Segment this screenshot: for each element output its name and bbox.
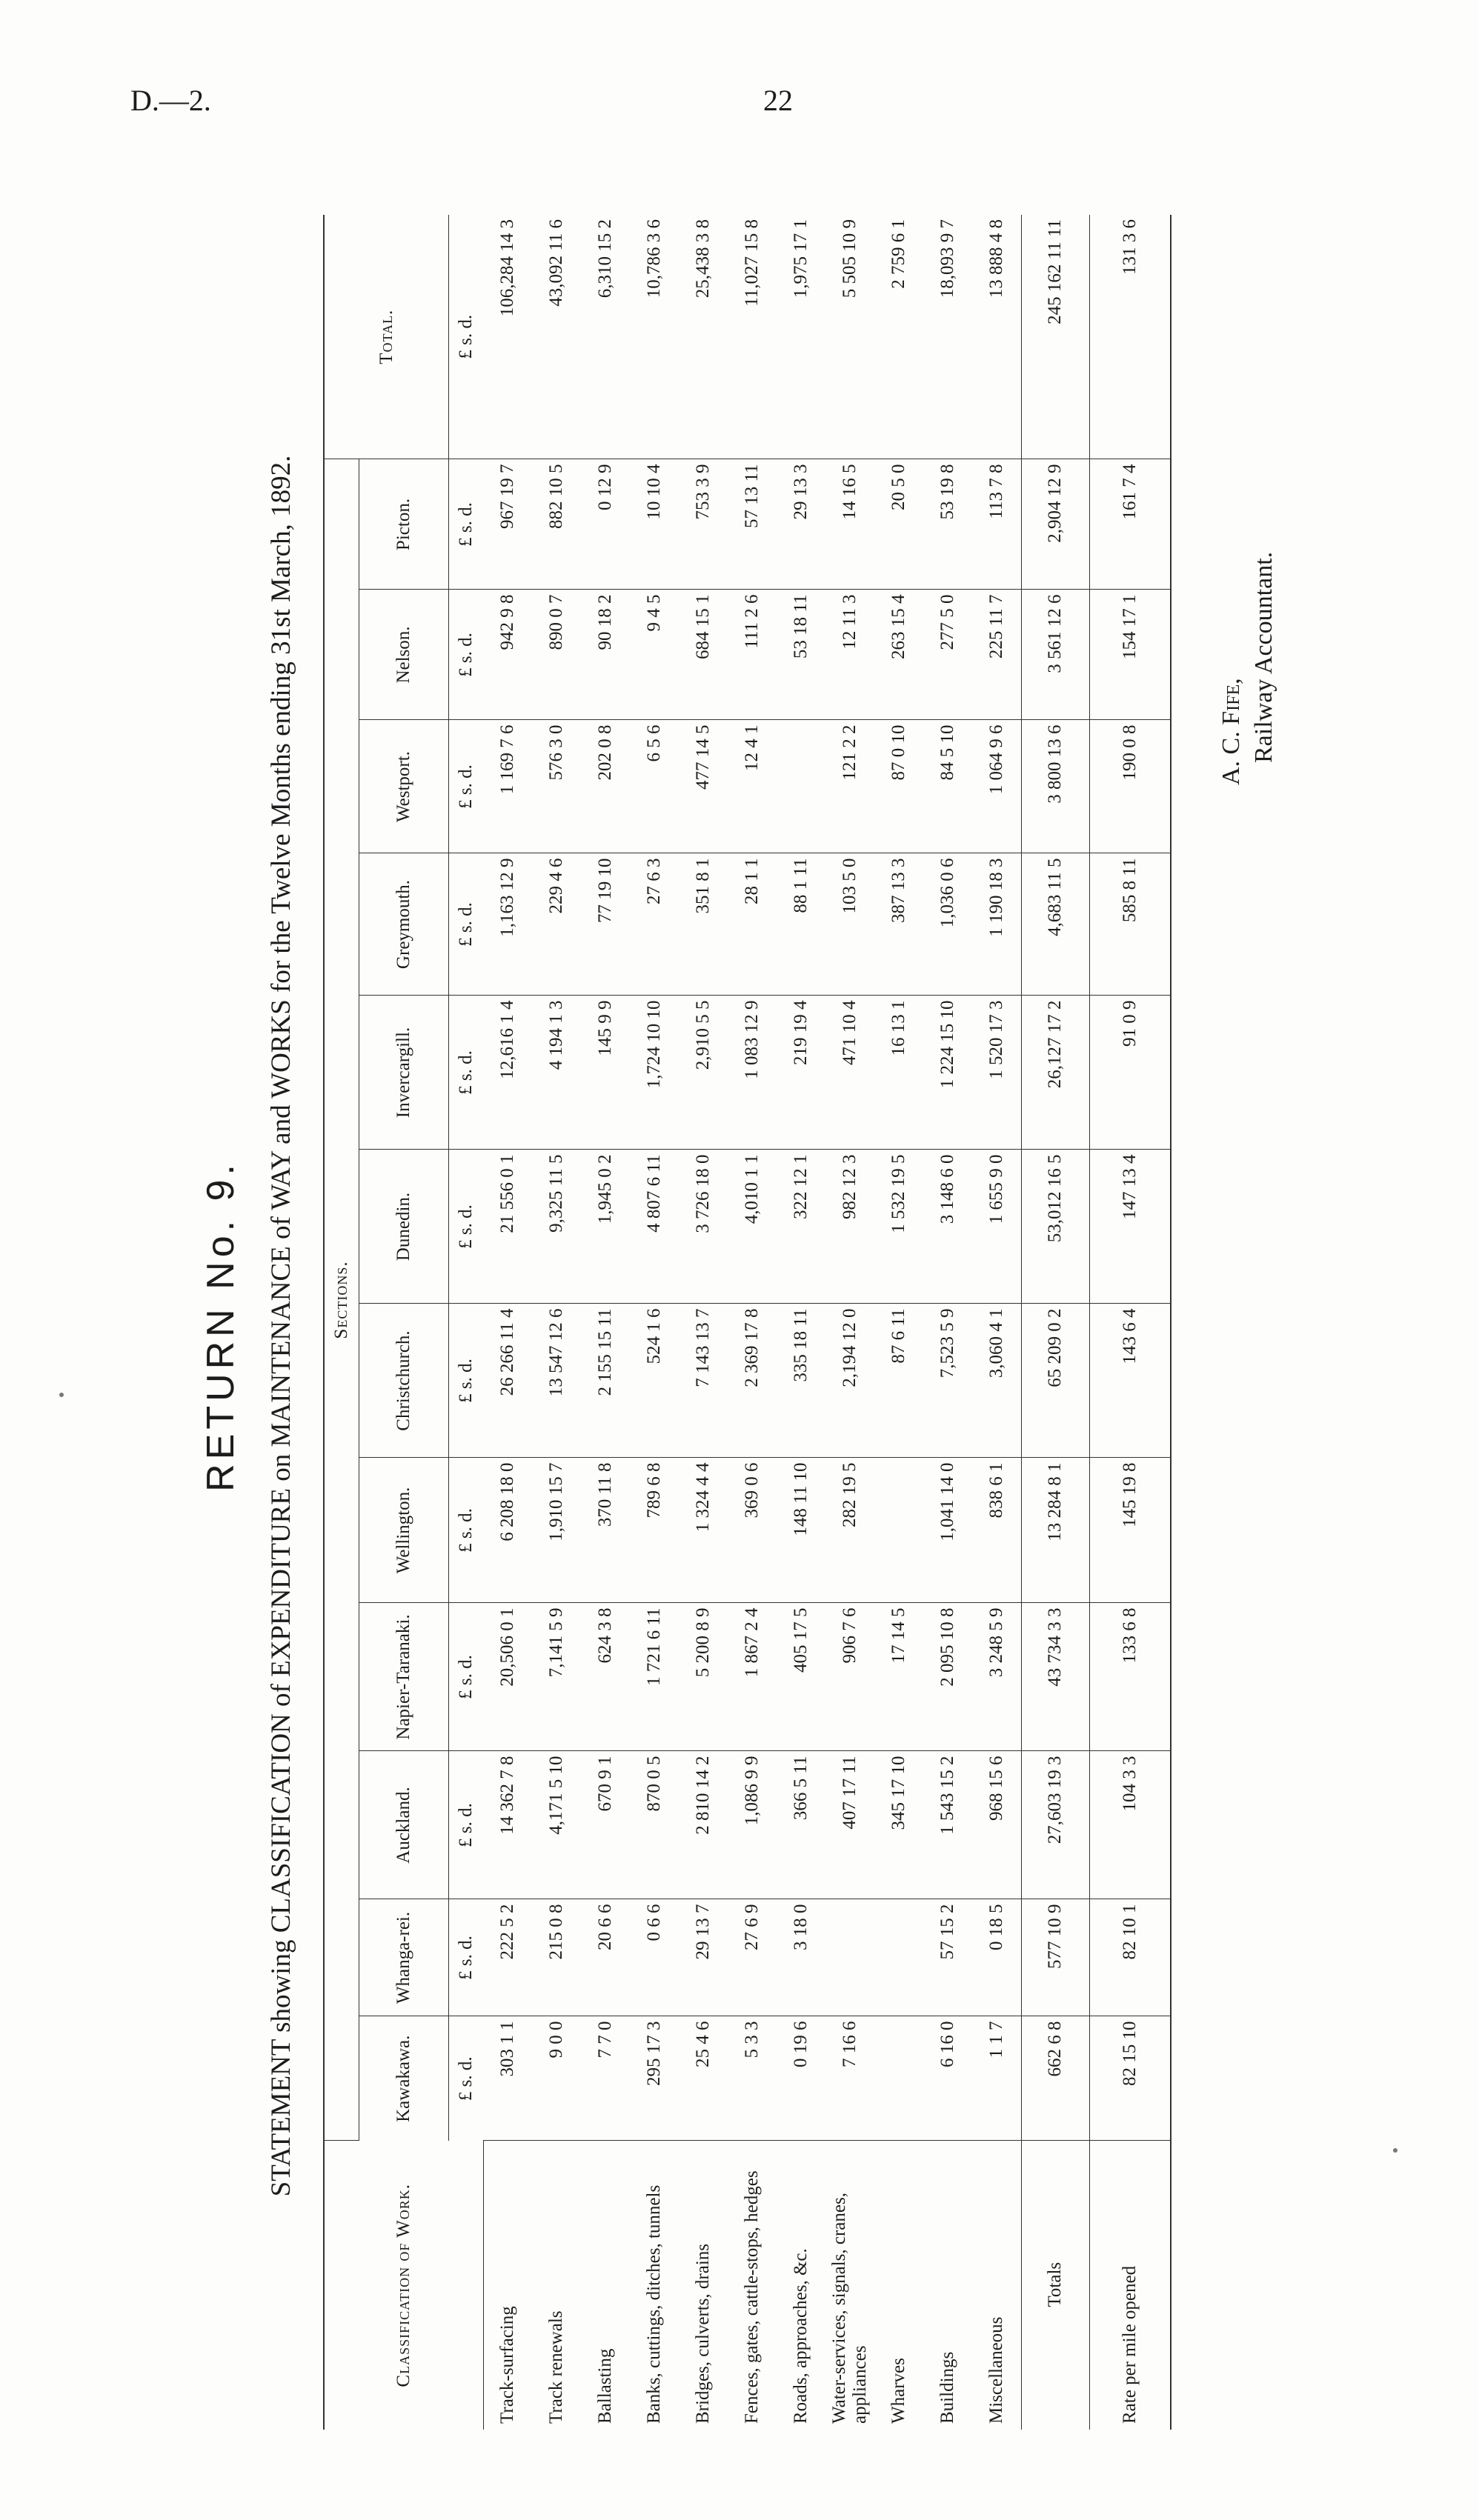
- value-cell: 133 6 8: [1089, 1603, 1171, 1751]
- total-cell: 131 3 6: [1089, 215, 1171, 459]
- table-body: [483, 215, 1171, 2430]
- table-row: [777, 215, 825, 2430]
- value-cell: 1,163 12 9: [483, 853, 532, 996]
- value-cell: 2 095 10 8: [923, 1603, 972, 1751]
- value-cell: 968 15 6: [972, 1751, 1021, 1899]
- value-cell: 1 867 2 4: [728, 1603, 777, 1751]
- row-label: Fences, gates, cattle-stops, hedges: [742, 2170, 762, 2424]
- unit-header: £ s. d.: [449, 215, 484, 459]
- value-cell: 12 4 1: [728, 720, 777, 853]
- sections-header: Sections.: [324, 459, 359, 2141]
- total-cell: 2 759 6 1: [874, 215, 923, 459]
- value-cell: 7 16 6: [825, 2016, 874, 2141]
- value-cell: 524 1 6: [630, 1304, 679, 1458]
- value-cell: 9 4 5: [630, 590, 679, 720]
- value-cell: 335 18 11: [777, 1304, 825, 1458]
- value-cell: 662 6 8: [1021, 2016, 1089, 2141]
- section-header: Kawakawa.: [359, 2016, 449, 2141]
- scan-speck: [1393, 2148, 1397, 2153]
- table-row: [483, 215, 532, 2430]
- unit-header: £ s. d.: [449, 590, 484, 720]
- value-cell: 1 190 18 3: [972, 853, 1021, 996]
- value-cell: 322 12 1: [777, 1150, 825, 1304]
- value-cell: 7,141 5 9: [532, 1603, 581, 1751]
- value-cell: 387 13 3: [874, 853, 923, 996]
- value-cell: 143 6 4: [1089, 1304, 1171, 1458]
- expenditure-table: [323, 215, 1171, 2430]
- value-cell: 1 532 19 5: [874, 1150, 923, 1304]
- return-title: RETURN No. 9.: [199, 1160, 242, 1492]
- value-cell: 967 19 7: [483, 459, 532, 590]
- signature-name: A. C. Fife,: [1217, 678, 1245, 785]
- table-row: [679, 215, 728, 2430]
- value-cell: 1 224 15 10: [923, 996, 972, 1150]
- value-cell: 471 10 4: [825, 996, 874, 1150]
- value-cell: 20 6 6: [581, 1899, 630, 2016]
- value-cell: 161 7 4: [1089, 459, 1171, 590]
- value-cell: 121 2 2: [825, 720, 874, 853]
- value-cell: 84 5 10: [923, 720, 972, 853]
- total-cell: 1,975 17 1: [777, 215, 825, 459]
- unit-header: £ s. d.: [449, 996, 484, 1150]
- unit-header: £ s. d.: [449, 1603, 484, 1751]
- unit-header: £ s. d.: [449, 1458, 484, 1603]
- value-cell: 405 17 5: [777, 1603, 825, 1751]
- value-cell: 1 169 7 6: [483, 720, 532, 853]
- table-row: [581, 215, 630, 2430]
- value-cell: 90 18 2: [581, 590, 630, 720]
- classification-header: Classification of Work.: [324, 2141, 483, 2430]
- value-cell: 4,683 11 5: [1021, 853, 1089, 996]
- value-cell: 870 0 5: [630, 1751, 679, 1899]
- value-cell: 1 324 4 4: [679, 1458, 728, 1603]
- value-cell: 77 19 10: [581, 853, 630, 996]
- value-cell: 215 0 8: [532, 1899, 581, 2016]
- value-cell: 277 5 0: [923, 590, 972, 720]
- value-cell: 7,523 5 9: [923, 1304, 972, 1458]
- table-row: [923, 215, 972, 2430]
- value-cell: 6 16 0: [923, 2016, 972, 2141]
- value-cell: 3 726 18 0: [679, 1150, 728, 1304]
- value-cell: 1 083 12 9: [728, 996, 777, 1150]
- section-header: Picton.: [359, 459, 449, 590]
- value-cell: 1,041 14 0: [923, 1458, 972, 1603]
- value-cell: 624 3 8: [581, 1603, 630, 1751]
- table-row: [825, 215, 874, 2430]
- value-cell: 1 520 17 3: [972, 996, 1021, 1150]
- row-label: Track-surfacing: [497, 2306, 518, 2424]
- value-cell: 4 807 6 11: [630, 1150, 679, 1304]
- value-cell: 295 17 3: [630, 2016, 679, 2141]
- value-cell: 9 0 0: [532, 2016, 581, 2141]
- statement-subtitle: STATEMENT showing CLASSIFICATION of EXPENDITURE on MAINTENANCE of WAY and WORKS for the Twelve Months ending 31st March, 1892.: [266, 455, 296, 2197]
- row-label: Miscellaneous: [986, 2316, 1006, 2424]
- value-cell: 1,945 0 2: [581, 1150, 630, 1304]
- value-cell: 1 1 7: [972, 2016, 1021, 2141]
- value-cell: 13 284 8 1: [1021, 1458, 1089, 1603]
- value-cell: 57 13 11: [728, 459, 777, 590]
- table-row: [630, 215, 679, 2430]
- value-cell: 148 11 10: [777, 1458, 825, 1603]
- value-cell: 57 15 2: [923, 1899, 972, 2016]
- value-cell: 263 15 4: [874, 590, 923, 720]
- value-cell: 43 734 3 3: [1021, 1603, 1089, 1751]
- total-cell: 245 162 11 11: [1021, 215, 1089, 459]
- value-cell: 4 194 1 3: [532, 996, 581, 1150]
- value-cell: 27 6 9: [728, 1899, 777, 2016]
- section-header: Dunedin.: [359, 1150, 449, 1304]
- value-cell: 4,171 5 10: [532, 1751, 581, 1899]
- value-cell: 1,036 0 6: [923, 853, 972, 996]
- value-cell: 2,904 12 9: [1021, 459, 1089, 590]
- value-cell: 145 19 8: [1089, 1458, 1171, 1603]
- value-cell: 229 4 6: [532, 853, 581, 996]
- value-cell: 0 19 6: [777, 2016, 825, 2141]
- value-cell: 2 810 14 2: [679, 1751, 728, 1899]
- value-cell: [825, 1899, 874, 2016]
- value-cell: [874, 2016, 923, 2141]
- value-cell: 111 2 6: [728, 590, 777, 720]
- total-cell: 5 505 10 9: [825, 215, 874, 459]
- value-cell: 838 6 1: [972, 1458, 1021, 1603]
- section-header: Nelson.: [359, 590, 449, 720]
- signature-title: Railway Accountant.: [1250, 551, 1277, 763]
- value-cell: 28 1 1: [728, 853, 777, 996]
- value-cell: 366 5 11: [777, 1751, 825, 1899]
- rotated-return-sheet: [178, 178, 1378, 2474]
- value-cell: 882 10 5: [532, 459, 581, 590]
- value-cell: 1 064 9 6: [972, 720, 1021, 853]
- value-cell: 219 19 4: [777, 996, 825, 1150]
- value-cell: 351 8 1: [679, 853, 728, 996]
- value-cell: 684 15 1: [679, 590, 728, 720]
- value-cell: 26 266 11 4: [483, 1304, 532, 1458]
- value-cell: 14 16 5: [825, 459, 874, 590]
- value-cell: 87 0 10: [874, 720, 923, 853]
- value-cell: 2,910 5 5: [679, 996, 728, 1150]
- value-cell: 890 0 7: [532, 590, 581, 720]
- value-cell: 789 6 8: [630, 1458, 679, 1603]
- value-cell: 104 3 3: [1089, 1751, 1171, 1899]
- section-header: Whanga-rei.: [359, 1899, 449, 2016]
- value-cell: 53,012 16 5: [1021, 1150, 1089, 1304]
- value-cell: 27,603 19 3: [1021, 1751, 1089, 1899]
- unit-header: £ s. d.: [449, 1751, 484, 1899]
- value-cell: 12,616 1 4: [483, 996, 532, 1150]
- value-cell: 6 5 6: [630, 720, 679, 853]
- value-cell: 906 7 6: [825, 1603, 874, 1751]
- total-cell: 43,092 11 6: [532, 215, 581, 459]
- value-cell: 1 543 15 2: [923, 1751, 972, 1899]
- value-cell: [777, 720, 825, 853]
- value-cell: 303 1 1: [483, 2016, 532, 2141]
- value-cell: 3 148 6 0: [923, 1150, 972, 1304]
- value-cell: 65 209 0 2: [1021, 1304, 1089, 1458]
- value-cell: 3 18 0: [777, 1899, 825, 2016]
- unit-header: £ s. d.: [449, 853, 484, 996]
- value-cell: 12 11 3: [825, 590, 874, 720]
- value-cell: 26,127 17 2: [1021, 996, 1089, 1150]
- value-cell: 3 800 13 6: [1021, 720, 1089, 853]
- section-header: Wellington.: [359, 1458, 449, 1603]
- value-cell: 14 362 7 8: [483, 1751, 532, 1899]
- value-cell: 4,010 1 1: [728, 1150, 777, 1304]
- value-cell: 345 17 10: [874, 1751, 923, 1899]
- section-header: Christchurch.: [359, 1304, 449, 1458]
- value-cell: 1 721 6 11: [630, 1603, 679, 1751]
- value-cell: 585 8 11: [1089, 853, 1171, 996]
- value-cell: 20,506 0 1: [483, 1603, 532, 1751]
- unit-header: £ s. d.: [449, 1150, 484, 1304]
- rate-row: [1089, 215, 1171, 2430]
- table-row: [874, 215, 923, 2430]
- value-cell: 53 19 8: [923, 459, 972, 590]
- row-label: Bridges, culverts, drains: [693, 2243, 713, 2424]
- value-cell: [874, 1899, 923, 2016]
- total-cell: 10,786 3 6: [630, 215, 679, 459]
- row-label: Roads, approaches, &c.: [791, 2248, 811, 2424]
- row-label: Buildings: [937, 2351, 957, 2424]
- value-cell: 576 3 0: [532, 720, 581, 853]
- value-cell: 87 6 11: [874, 1304, 923, 1458]
- value-cell: 369 0 6: [728, 1458, 777, 1603]
- table-row: [532, 215, 581, 2430]
- value-cell: 103 5 0: [825, 853, 874, 996]
- value-cell: 3 248 5 9: [972, 1603, 1021, 1751]
- value-cell: [874, 1458, 923, 1603]
- section-header: Westport.: [359, 720, 449, 853]
- value-cell: 1,086 9 9: [728, 1751, 777, 1899]
- value-cell: 0 12 9: [581, 459, 630, 590]
- value-cell: 21 556 0 1: [483, 1150, 532, 1304]
- row-label: Wharves: [888, 2358, 908, 2424]
- page-series-label: D.—2.: [130, 84, 211, 117]
- units-row: [449, 215, 484, 2430]
- value-cell: 753 3 9: [679, 459, 728, 590]
- value-cell: 225 11 7: [972, 590, 1021, 720]
- value-cell: 91 0 9: [1089, 996, 1171, 1150]
- value-cell: 9,325 11 5: [532, 1150, 581, 1304]
- value-cell: 10 10 4: [630, 459, 679, 590]
- unit-header: £ s. d.: [449, 720, 484, 853]
- value-cell: 942 9 8: [483, 590, 532, 720]
- value-cell: 3 561 12 6: [1021, 590, 1089, 720]
- total-cell: 11,027 15 8: [728, 215, 777, 459]
- row-label: Rate per mile opened: [1119, 2265, 1140, 2424]
- row-label: Ballasting: [595, 2348, 615, 2424]
- row-label: Track renewals: [546, 2310, 566, 2424]
- value-cell: 6 208 18 0: [483, 1458, 532, 1603]
- scan-speck: [59, 1393, 64, 1397]
- value-cell: 16 13 1: [874, 996, 923, 1150]
- value-cell: 88 1 11: [777, 853, 825, 996]
- value-cell: 222 5 2: [483, 1899, 532, 2016]
- row-label: Banks, cuttings, ditches, tunnels: [644, 2184, 664, 2424]
- value-cell: 17 14 5: [874, 1603, 923, 1751]
- unit-header: £ s. d.: [456, 2056, 476, 2101]
- value-cell: 477 14 5: [679, 720, 728, 853]
- table-row: [972, 215, 1021, 2430]
- value-cell: 29 13 3: [777, 459, 825, 590]
- value-cell: 1 655 9 0: [972, 1150, 1021, 1304]
- value-cell: 25 4 6: [679, 2016, 728, 2141]
- value-cell: 1,910 15 7: [532, 1458, 581, 1603]
- value-cell: 1,724 10 10: [630, 996, 679, 1150]
- value-cell: 202 0 8: [581, 720, 630, 853]
- value-cell: 20 5 0: [874, 459, 923, 590]
- unit-header: £ s. d.: [449, 459, 484, 590]
- section-header: Greymouth.: [359, 853, 449, 996]
- total-cell: 106,284 14 3: [483, 215, 532, 459]
- value-cell: 5 200 8 9: [679, 1603, 728, 1751]
- total-cell: 25,438 3 8: [679, 215, 728, 459]
- value-cell: 2 155 15 11: [581, 1304, 630, 1458]
- total-cell: 6,310 15 2: [581, 215, 630, 459]
- section-header: Invercargill.: [359, 996, 449, 1150]
- value-cell: 82 15 10: [1089, 2016, 1171, 2141]
- value-cell: 370 11 8: [581, 1458, 630, 1603]
- total-cell: 18,093 9 7: [923, 215, 972, 459]
- value-cell: 577 10 9: [1021, 1899, 1089, 2016]
- value-cell: 29 13 7: [679, 1899, 728, 2016]
- value-cell: 0 6 6: [630, 1899, 679, 2016]
- section-header: Napier-Taranaki.: [359, 1603, 449, 1751]
- value-cell: 53 18 11: [777, 590, 825, 720]
- value-cell: 2,194 12 0: [825, 1304, 874, 1458]
- value-cell: 113 7 8: [972, 459, 1021, 590]
- value-cell: 2 369 17 8: [728, 1304, 777, 1458]
- value-cell: 7 7 0: [581, 2016, 630, 2141]
- row-label: Totals: [1045, 2261, 1065, 2307]
- page-number: 22: [763, 84, 793, 117]
- value-cell: 407 17 11: [825, 1751, 874, 1899]
- totals-row: [1021, 215, 1089, 2430]
- value-cell: 27 6 3: [630, 853, 679, 996]
- value-cell: 670 9 1: [581, 1751, 630, 1899]
- section-names-row: [359, 215, 449, 2430]
- value-cell: 154 17 1: [1089, 590, 1171, 720]
- section-header: Auckland.: [359, 1751, 449, 1899]
- value-cell: 145 9 9: [581, 996, 630, 1150]
- value-cell: 982 12 3: [825, 1150, 874, 1304]
- table-row: [728, 215, 777, 2430]
- total-cell: 13 888 4 8: [972, 215, 1021, 459]
- row-label: Water-services, signals, cranes, appliances: [829, 2193, 870, 2424]
- unit-header: £ s. d.: [449, 1899, 484, 2016]
- value-cell: 7 143 13 7: [679, 1304, 728, 1458]
- value-cell: 13 547 12 6: [532, 1304, 581, 1458]
- value-cell: 190 0 8: [1089, 720, 1171, 853]
- signature-block: [1215, 552, 1280, 785]
- value-cell: 82 10 1: [1089, 1899, 1171, 2016]
- value-cell: 3,060 4 1: [972, 1304, 1021, 1458]
- value-cell: 282 19 5: [825, 1458, 874, 1603]
- value-cell: 147 13 4: [1089, 1150, 1171, 1304]
- value-cell: 5 3 3: [728, 2016, 777, 2141]
- total-header: Total.: [324, 215, 449, 459]
- value-cell: 0 18 5: [972, 1899, 1021, 2016]
- unit-header: £ s. d.: [449, 1304, 484, 1458]
